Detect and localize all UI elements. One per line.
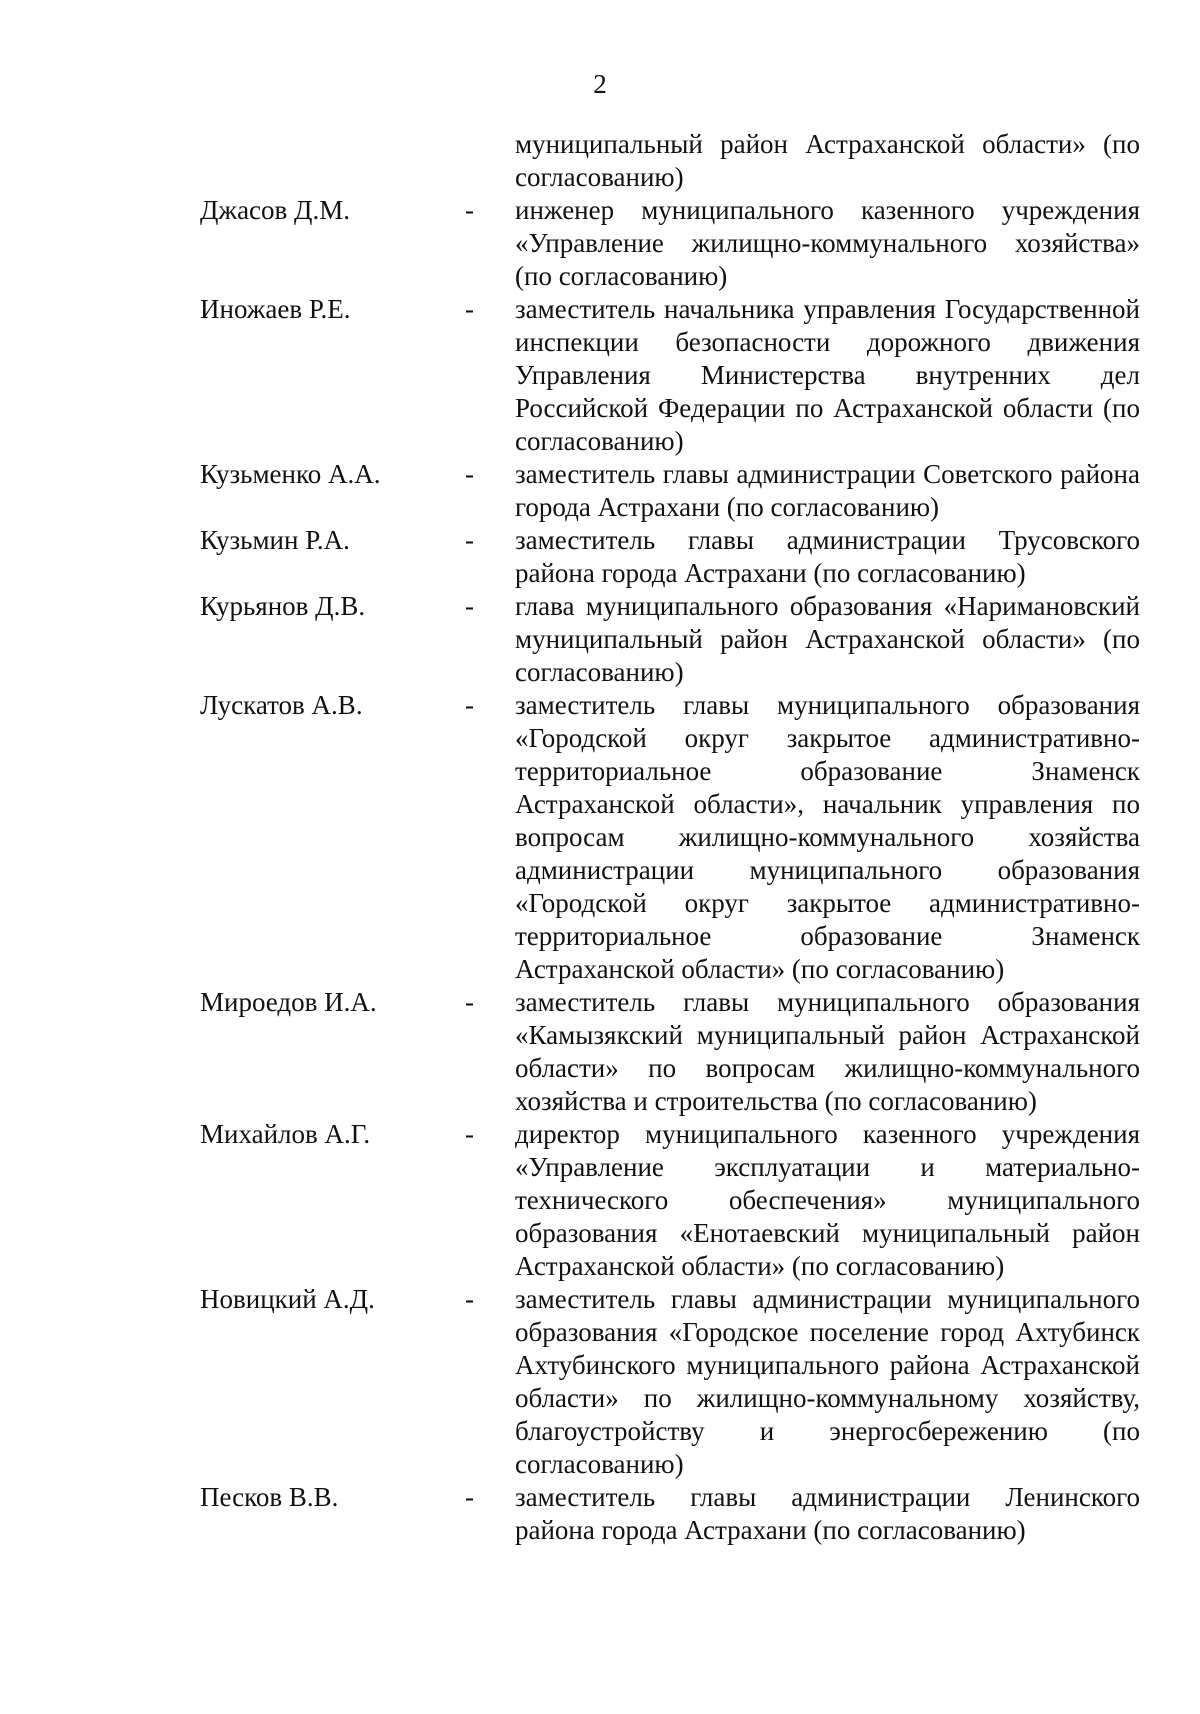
member-row	[200, 986, 1140, 1118]
continuation-row	[200, 128, 1140, 194]
member-position: заместитель главы муниципального образования «Городской округ закрытое административно-территориальное образование Знаменск Астраханской области», начальник управления по вопросам жилищно-коммунального хозяйства администрации муниципального образования «Городской округ закрытое административно-территориальное образование Знаменск Астраханской области» (по согласованию)	[515, 690, 1140, 984]
member-dash: -	[465, 294, 474, 324]
member-name: Курьянов Д.В.	[200, 591, 366, 621]
member-dash: -	[465, 690, 474, 720]
continuation-text: муниципальный район Астраханской области» (по согласованию)	[515, 129, 1140, 192]
member-name: Кузьменко А.А.	[200, 459, 381, 489]
member-dash: -	[465, 195, 474, 225]
member-name: Песков В.В.	[200, 1482, 339, 1512]
member-name: Новицкий А.Д.	[200, 1284, 375, 1314]
member-name: Мироедов И.А.	[200, 987, 377, 1017]
member-position: заместитель главы администрации Ленинского района города Астрахани (по согласованию)	[515, 1482, 1140, 1545]
member-row	[200, 293, 1140, 458]
member-row	[200, 689, 1140, 986]
member-name: Джасов Д.М.	[200, 195, 350, 225]
member-row	[200, 590, 1140, 689]
member-name: Лускатов А.В.	[200, 690, 363, 720]
member-position: заместитель главы администрации Советского района города Астрахани (по согласованию)	[515, 459, 1140, 522]
member-dash: -	[465, 1119, 474, 1149]
member-dash: -	[465, 1284, 474, 1314]
member-list	[200, 128, 1140, 1547]
member-row	[200, 524, 1140, 590]
member-position: директор муниципального казенного учреждения «Управление эксплуатации и материально-технического обеспечения» муниципального образования «Енотаевский муниципальный район Астраханской области» (по согласованию)	[515, 1119, 1140, 1281]
member-row	[200, 1283, 1140, 1481]
member-position: заместитель главы муниципального образования «Камызякский муниципальный район Астраханской области» по вопросам жилищно-коммунального хозяйства и строительства (по согласованию)	[515, 987, 1140, 1116]
member-row	[200, 458, 1140, 524]
member-row	[200, 1118, 1140, 1283]
member-row	[200, 194, 1140, 293]
member-position: заместитель главы администрации муниципального образования «Городское поселение город Ахтубинск Ахтубинского муниципального района Астраханской области» по жилищно-коммунальному хозяйству, благоустройству и энергосбережению (по согласованию)	[515, 1284, 1140, 1479]
member-position: заместитель главы администрации Трусовского района города Астрахани (по согласованию)	[515, 525, 1140, 588]
member-dash: -	[465, 459, 474, 489]
member-name: Иножаев Р.Е.	[200, 294, 351, 324]
member-name: Кузьмин Р.А.	[200, 525, 350, 555]
page-number: 2	[593, 69, 607, 99]
member-position: глава муниципального образования «Наримановский муниципальный район Астраханской области» (по согласованию)	[515, 591, 1140, 687]
member-position: инженер муниципального казенного учреждения «Управление жилищно-коммунального хозяйства» (по согласованию)	[515, 195, 1140, 291]
member-dash: -	[465, 987, 474, 1017]
member-dash: -	[465, 591, 474, 621]
member-row	[200, 1481, 1140, 1547]
member-name: Михайлов А.Г.	[200, 1119, 371, 1149]
member-position: заместитель начальника управления Государственной инспекции безопасности дорожного движения Управления Министерства внутренних дел Российской Федерации по Астраханской области (по согласованию)	[515, 294, 1140, 456]
member-dash: -	[465, 1482, 474, 1512]
member-dash: -	[465, 525, 474, 555]
